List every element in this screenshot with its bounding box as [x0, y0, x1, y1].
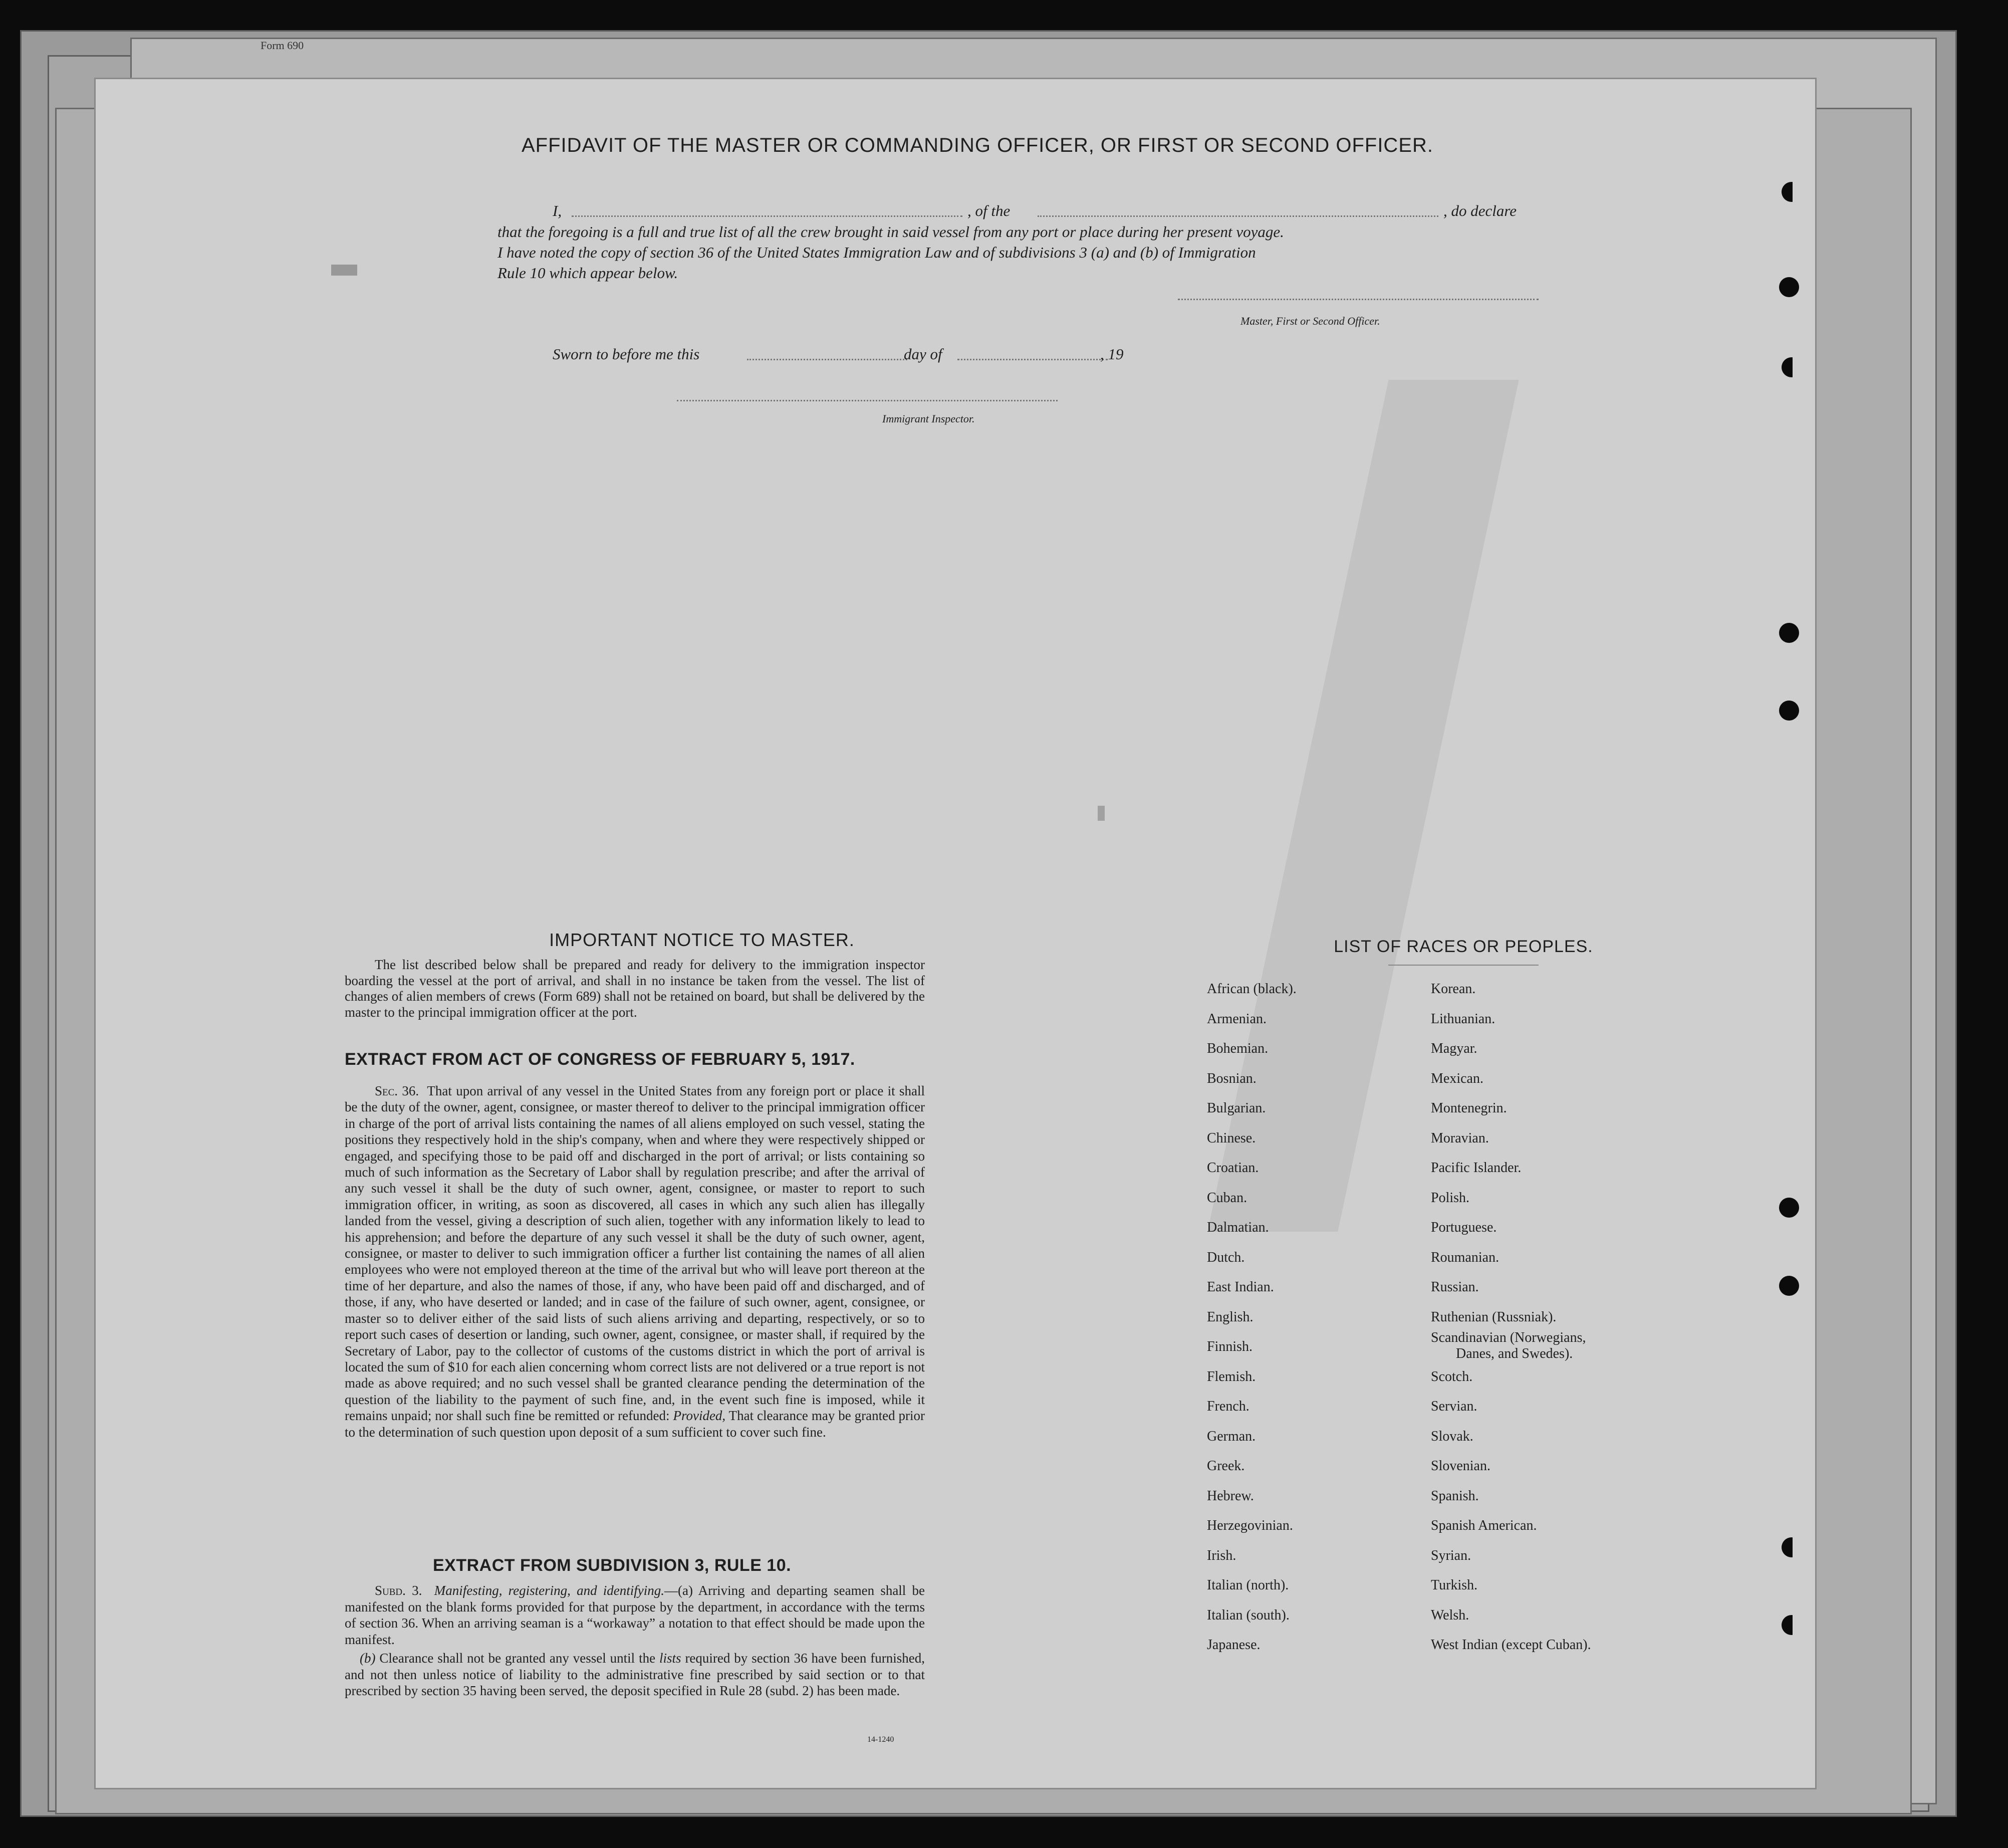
signature-line[interactable]: [1178, 299, 1539, 300]
vessel-blank[interactable]: [1038, 215, 1438, 217]
race-item: Greek.: [1207, 1458, 1245, 1474]
race-item: Lithuanian.: [1431, 1011, 1495, 1027]
affidavit-declare: , do declare: [1443, 202, 1517, 219]
race-item: Bohemian.: [1207, 1041, 1269, 1056]
para-b-text-1: Clearance shall not be granted any vessel until the: [379, 1651, 656, 1666]
race-item: Portuguese.: [1431, 1220, 1497, 1235]
race-item: Croatian.: [1207, 1160, 1259, 1176]
sworn-prefix: Sworn to before me this: [553, 345, 700, 363]
race-item: Polish.: [1431, 1190, 1470, 1206]
race-item: Herzegovinian.: [1207, 1518, 1293, 1533]
race-item: Spanish.: [1431, 1488, 1479, 1504]
extract-rule-title: EXTRACT FROM SUBDIVISION 3, RULE 10.: [433, 1556, 792, 1575]
punch-hole: [1779, 1276, 1799, 1296]
affidavit-line-3: I have noted the copy of section 36 of the United States Immigration Law and of subdivisions 3 (a) and (b) of Immigration: [497, 244, 1256, 261]
race-item: Hebrew.: [1207, 1488, 1254, 1504]
affidavit-i: I,: [553, 202, 562, 219]
extract-act-text: [345, 1083, 925, 1440]
race-item: Italian (south).: [1207, 1607, 1290, 1623]
race-item: West Indian (except Cuban).: [1431, 1637, 1591, 1653]
sworn-day-blank[interactable]: [747, 359, 907, 360]
ink-mark: [331, 265, 357, 276]
extract-rule-para-a: [345, 1582, 925, 1648]
para-b-label: (b): [360, 1651, 376, 1666]
section-text-end: That clearance may be granted prior to the determination of such question upon deposit of a sum sufficient to cover such fine.: [345, 1408, 925, 1440]
punch-hole: [1782, 357, 1802, 377]
race-item: Servian.: [1431, 1399, 1477, 1414]
races-title-rule: [1388, 965, 1539, 966]
punch-hole: [1779, 701, 1799, 721]
race-item: French.: [1207, 1399, 1249, 1414]
affidavit-page: [94, 78, 1817, 1789]
race-item: Roumanian.: [1431, 1249, 1499, 1265]
race-item: Scandinavian (Norwegians,: [1431, 1330, 1586, 1345]
race-item: Dutch.: [1207, 1249, 1245, 1265]
race-item: Montenegrin.: [1431, 1100, 1507, 1116]
punch-hole: [1779, 277, 1799, 297]
extract-rule-para-b: [345, 1650, 925, 1699]
sworn-month-blank[interactable]: [957, 359, 1108, 360]
race-item: Flemish.: [1207, 1368, 1256, 1384]
race-item: Turkish.: [1431, 1577, 1478, 1593]
notice-text: The list described below shall be prepared and ready for delivery to the immigration inspector boarding the vessel at the port of arrival, and shall in no instance be taken from the vessel. The list of changes of alien members of crews (Form 689) shall not be retained on board, but shall be delivered by the master to the principal immigration officer at the port.: [345, 957, 925, 1020]
race-item: Italian (north).: [1207, 1577, 1289, 1593]
race-item: Korean.: [1431, 981, 1476, 997]
race-item: Danes, and Swedes).: [1456, 1346, 1573, 1361]
race-item: Slovenian.: [1431, 1458, 1490, 1474]
affidavit-line-2: that the foregoing is a full and true list of all the crew brought in said vessel from any port or place during her present voyage.: [497, 223, 1284, 241]
section-label: Sec. 36.: [375, 1083, 419, 1098]
race-item: Armenian.: [1207, 1011, 1267, 1027]
print-stamp: 14-1240: [867, 1735, 894, 1744]
race-item: East Indian.: [1207, 1279, 1274, 1295]
punch-hole: [1782, 1537, 1802, 1557]
sworn-year: , 19: [1100, 345, 1124, 363]
form-number: Form 690: [261, 39, 304, 52]
race-item: Bulgarian.: [1207, 1100, 1266, 1116]
race-item: Russian.: [1431, 1279, 1479, 1295]
provided-word: Provided,: [673, 1408, 726, 1424]
race-item: Welsh.: [1431, 1607, 1469, 1623]
sworn-day-of: day of: [904, 345, 942, 363]
races-title: LIST OF RACES OR PEOPLES.: [1334, 937, 1593, 956]
para-b-lists: lists: [659, 1651, 681, 1666]
punch-hole: [1779, 623, 1799, 643]
race-item: Bosnian.: [1207, 1070, 1257, 1086]
race-item: Chinese.: [1207, 1130, 1256, 1146]
inspector-signature-line[interactable]: [677, 400, 1058, 401]
race-item: Dalmatian.: [1207, 1220, 1269, 1235]
section-text: That upon arrival of any vessel in the United States from any foreign port or place it shall be the duty of the owner, agent, consignee, or master thereof to deliver to the principal immigration officer in charge of the port of arrival lists containing the names of all aliens employed on such vessel, stating the positions they respectively hold in the ship's company, when and where they were respectively shipped or engaged, and specifying those to be paid off and discharged in the port of arrival; or lists containing so much of such information as the Secretary of Labor shall by regulation prescribe; and after the arrival of any such vessel it shall be the duty of such owner, agent, consignee, or master to report to such immigration officer, in writing, as soon as discovered, all cases in which any such alien has illegally landed from the vessel, giving a description of such alien, together with any information likely to lead to his apprehension; and before the departure of any such vessel it shall be the duty of such owner, agent, consignee, or master to deliver to such immigration officer a further list containing the names of all alien employees who were not employed thereon at the time of the arrival but who will leave port thereon at the time of her departure, and also the names of those, if any, who have been paid off and discharged, and of those, if any, who have deserted or landed; and in case of the failure of such owner, agent, consignee, or master so to deliver either of the said lists of such aliens arriving and departing, respectively, or so to report such cases of desertion or landing, such owner, agent, consignee, or master shall, if required by the Secretary of Labor, pay to the collector of customs of the customs district in which the port of arrival is located the sum of $10 for each alien concerning whom correct lists are not delivered or a true report is not made as above required; and no such vessel shall be granted clearance pending the determination of the question of the liability to the payment of such fine, and, in the event such fine is imposed, while it remains unpaid; nor shall such fine be remitted or refunded:: [345, 1083, 925, 1424]
name-blank[interactable]: [572, 215, 962, 217]
para-a-text: —(a) Arriving and departing seamen shall be manifested on the blank forms provided for that purpose by the department, in accordance with the terms of section 36. When an arriving seaman is a “workaway” a notation to that effect should be made upon the manifest.: [345, 1583, 925, 1647]
affidavit-line-4: Rule 10 which appear below.: [497, 264, 678, 282]
race-item: Japanese.: [1207, 1637, 1261, 1653]
race-item: Finnish.: [1207, 1339, 1253, 1354]
race-item: Magyar.: [1431, 1041, 1477, 1056]
notice-title: IMPORTANT NOTICE TO MASTER.: [549, 930, 855, 950]
race-item: Syrian.: [1431, 1547, 1471, 1563]
ink-mark-small: [1098, 806, 1105, 821]
para-b-text-2: required by section 36 have been furnished, and not then unless notice of liability to the administrative fine prescribed by said section or to that prescribed by section 35 having been served, the deposit specified in Rule 28 (subd. 2) has been made.: [345, 1651, 925, 1698]
race-item: English.: [1207, 1309, 1253, 1325]
affidavit-of-the: , of the: [967, 202, 1011, 219]
punch-hole: [1782, 182, 1802, 202]
punch-hole: [1782, 1615, 1802, 1635]
extract-act-title: EXTRACT FROM ACT OF CONGRESS OF FEBRUARY 5, 1917.: [345, 1050, 855, 1069]
race-item: African (black).: [1207, 981, 1297, 997]
race-item: Ruthenian (Russniak).: [1431, 1309, 1557, 1325]
race-item: Slovak.: [1431, 1428, 1473, 1444]
subd-label: Subd. 3.: [375, 1583, 422, 1598]
race-item: Scotch.: [1431, 1368, 1473, 1384]
race-item: Mexican.: [1431, 1070, 1483, 1086]
punch-hole: [1779, 1198, 1799, 1218]
affidavit-title: AFFIDAVIT OF THE MASTER OR COMMANDING OFFICER, OR FIRST OR SECOND OFFICER.: [522, 134, 1433, 156]
race-item: Spanish American.: [1431, 1518, 1537, 1533]
race-item: Moravian.: [1431, 1130, 1489, 1146]
race-item: Pacific Islander.: [1431, 1160, 1522, 1176]
race-item: Irish.: [1207, 1547, 1236, 1563]
subd-heading: Manifesting, registering, and identifying.: [434, 1583, 664, 1598]
signature-label: Master, First or Second Officer.: [1240, 315, 1380, 327]
race-item: Cuban.: [1207, 1190, 1247, 1206]
race-item: German.: [1207, 1428, 1256, 1444]
inspector-label: Immigrant Inspector.: [882, 412, 975, 425]
reverse-bleed-title: [346, 144, 355, 180]
